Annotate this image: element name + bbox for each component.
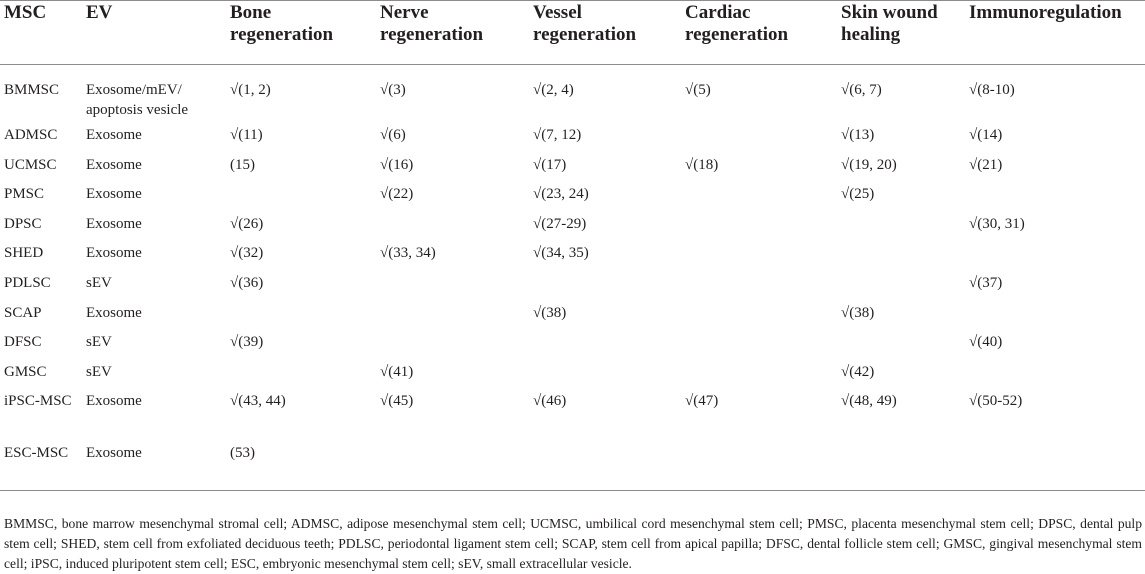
- cell-skin: √(19, 20): [841, 156, 897, 173]
- cell-nerve: √(6): [380, 127, 406, 143]
- cell-nerve: √(33, 34): [380, 245, 436, 262]
- cell-ev: sEV: [86, 363, 112, 380]
- cell-bone: √(1, 2): [230, 82, 271, 98]
- cell-msc: ESC-MSC: [4, 445, 69, 462]
- column-header-nerve-regeneration: Nerve regeneration: [380, 2, 484, 45]
- column-header-skin-wound-healing: Skin wound healing: [841, 2, 938, 45]
- table-row: [0, 298, 1145, 328]
- cell-immuno: √(21): [969, 156, 1003, 173]
- table-row: [0, 150, 1145, 180]
- cell-ev: Exosome: [86, 215, 142, 232]
- table-row: [0, 386, 1145, 438]
- cell-ev: Exosome: [86, 156, 142, 173]
- cell-msc: SHED: [4, 245, 44, 262]
- cell-skin: √(25): [841, 186, 875, 203]
- cell-skin: √(38): [841, 304, 875, 321]
- cell-skin: √(42): [841, 363, 875, 380]
- cell-skin: √(48, 49): [841, 393, 897, 410]
- cell-immuno: [965, 357, 1145, 387]
- cell-skin: [837, 438, 965, 490]
- table-row: [0, 65, 1145, 121]
- cell-nerve: [376, 327, 529, 357]
- cell-nerve: [376, 298, 529, 328]
- table-row: [0, 238, 1145, 268]
- cell-immuno: √(30, 31): [969, 215, 1025, 232]
- cell-skin: √(6, 7): [841, 82, 882, 98]
- column-header-msc: MSC: [4, 2, 47, 23]
- cell-immuno: √(40): [969, 334, 1003, 351]
- cell-ev: Exosome: [86, 445, 142, 462]
- cell-vessel: √(46): [533, 393, 567, 410]
- cell-nerve: √(3): [380, 82, 406, 98]
- cell-nerve: √(45): [380, 393, 414, 410]
- cell-skin: [837, 238, 965, 268]
- cell-msc: GMSC: [4, 363, 47, 380]
- cell-vessel: √(2, 4): [533, 82, 574, 98]
- cell-nerve: [376, 438, 529, 490]
- cell-skin: [837, 268, 965, 298]
- cell-nerve: [376, 209, 529, 239]
- cell-cardiac: [681, 179, 837, 209]
- table-footnote: BMMSC, bone marrow mesenchymal stromal cell; ADMSC, adipose mesenchymal stem cell; UCMSC, umbilical cord mesenchymal stem cell; PMSC, placenta mesenchymal stem cell; DPSC, dental pulp stem cell; SHED, stem cell from exfoliated deciduous teeth; PDLSC, periodontal ligament stem cell; SCAP, stem cell from apical papilla; DFSC, dental follicle stem cell; GMSC, gingival mesenchymal stem cell; iPSC, induced pluripotent stem cell; ESC, embryonic mesenchymal stem cell; sEV, small extracellular vesicle.: [4, 516, 1142, 571]
- cell-bone: [226, 357, 376, 387]
- cell-msc: BMMSC: [4, 82, 60, 98]
- cell-bone: √(32): [230, 245, 264, 262]
- cell-bone: [226, 179, 376, 209]
- cell-cardiac: [681, 357, 837, 387]
- cell-cardiac: [681, 209, 837, 239]
- cell-cardiac: [681, 268, 837, 298]
- cell-bone: √(26): [230, 215, 264, 232]
- cell-vessel: √(17): [533, 156, 567, 173]
- cell-bone: [226, 298, 376, 328]
- cell-cardiac: [681, 120, 837, 150]
- cell-msc: PDLSC: [4, 274, 51, 291]
- cell-cardiac: [681, 238, 837, 268]
- cell-cardiac: [681, 327, 837, 357]
- cell-ev: sEV: [86, 274, 112, 291]
- cell-skin: [837, 209, 965, 239]
- cell-bone: √(36): [230, 274, 264, 291]
- cell-immuno: √(14): [969, 127, 1003, 143]
- cell-vessel: [529, 327, 681, 357]
- cell-msc: ADMSC: [4, 127, 58, 143]
- cell-ev: Exosome/mEV/ apoptosis vesicle: [86, 82, 189, 118]
- cell-immuno: [965, 438, 1145, 490]
- cell-ev: sEV: [86, 334, 112, 351]
- column-header-cardiac-regeneration: Cardiac regeneration: [685, 2, 789, 45]
- column-header-immunoregulation: Immunoregulation: [969, 2, 1122, 23]
- cell-msc: SCAP: [4, 304, 42, 321]
- column-header-ev: EV: [86, 2, 113, 23]
- table-row: [0, 179, 1145, 209]
- table-row: [0, 209, 1145, 239]
- cell-msc: DFSC: [4, 334, 42, 351]
- cell-vessel: √(38): [533, 304, 567, 321]
- column-header-vessel-regeneration: Vessel regeneration: [533, 2, 637, 45]
- table-row: [0, 357, 1145, 387]
- cell-vessel: [529, 357, 681, 387]
- cell-cardiac: [681, 298, 837, 328]
- cell-bone: √(11): [230, 127, 263, 143]
- table-body: [0, 65, 1145, 491]
- cell-immuno: √(8-10): [969, 82, 1015, 98]
- cell-nerve: [376, 268, 529, 298]
- cell-vessel: [529, 268, 681, 298]
- cell-cardiac: √(47): [685, 393, 719, 410]
- cell-nerve: √(22): [380, 186, 414, 203]
- cell-vessel: [529, 438, 681, 490]
- table-row: [0, 438, 1145, 490]
- table-row: [0, 268, 1145, 298]
- cell-immuno: [965, 179, 1145, 209]
- header-row: [0, 1, 1145, 65]
- cell-nerve: √(16): [380, 156, 414, 173]
- cell-cardiac: √(18): [685, 156, 719, 173]
- cell-immuno: √(37): [969, 274, 1003, 291]
- cell-ev: Exosome: [86, 127, 142, 143]
- cell-immuno: [965, 298, 1145, 328]
- cell-msc: UCMSC: [4, 156, 57, 173]
- cell-vessel: √(7, 12): [533, 127, 582, 143]
- cell-msc: iPSC-MSC: [4, 393, 72, 410]
- cell-vessel: √(27-29): [533, 215, 587, 232]
- cell-ev: Exosome: [86, 304, 142, 321]
- cell-msc: PMSC: [4, 186, 45, 203]
- cell-skin: [837, 327, 965, 357]
- cell-immuno: √(50-52): [969, 393, 1023, 410]
- table-row: [0, 327, 1145, 357]
- cell-bone: (15): [230, 156, 255, 173]
- cell-nerve: √(41): [380, 363, 414, 380]
- cell-ev: Exosome: [86, 186, 142, 203]
- cell-bone: √(43, 44): [230, 393, 286, 410]
- column-header-bone-regeneration: Bone regeneration: [230, 2, 334, 45]
- cell-cardiac: √(5): [685, 82, 711, 98]
- cell-ev: Exosome: [86, 245, 142, 262]
- cell-ev: Exosome: [86, 393, 142, 410]
- cell-cardiac: [681, 438, 837, 490]
- cell-bone: √(39): [230, 334, 264, 351]
- cell-skin: √(13): [841, 127, 875, 143]
- cell-msc: DPSC: [4, 215, 42, 232]
- cell-vessel: √(34, 35): [533, 245, 589, 262]
- table-header: [0, 1, 1145, 65]
- cell-bone: (53): [230, 445, 255, 462]
- cell-immuno: [965, 238, 1145, 268]
- cell-vessel: √(23, 24): [533, 186, 589, 203]
- table-row: [0, 120, 1145, 150]
